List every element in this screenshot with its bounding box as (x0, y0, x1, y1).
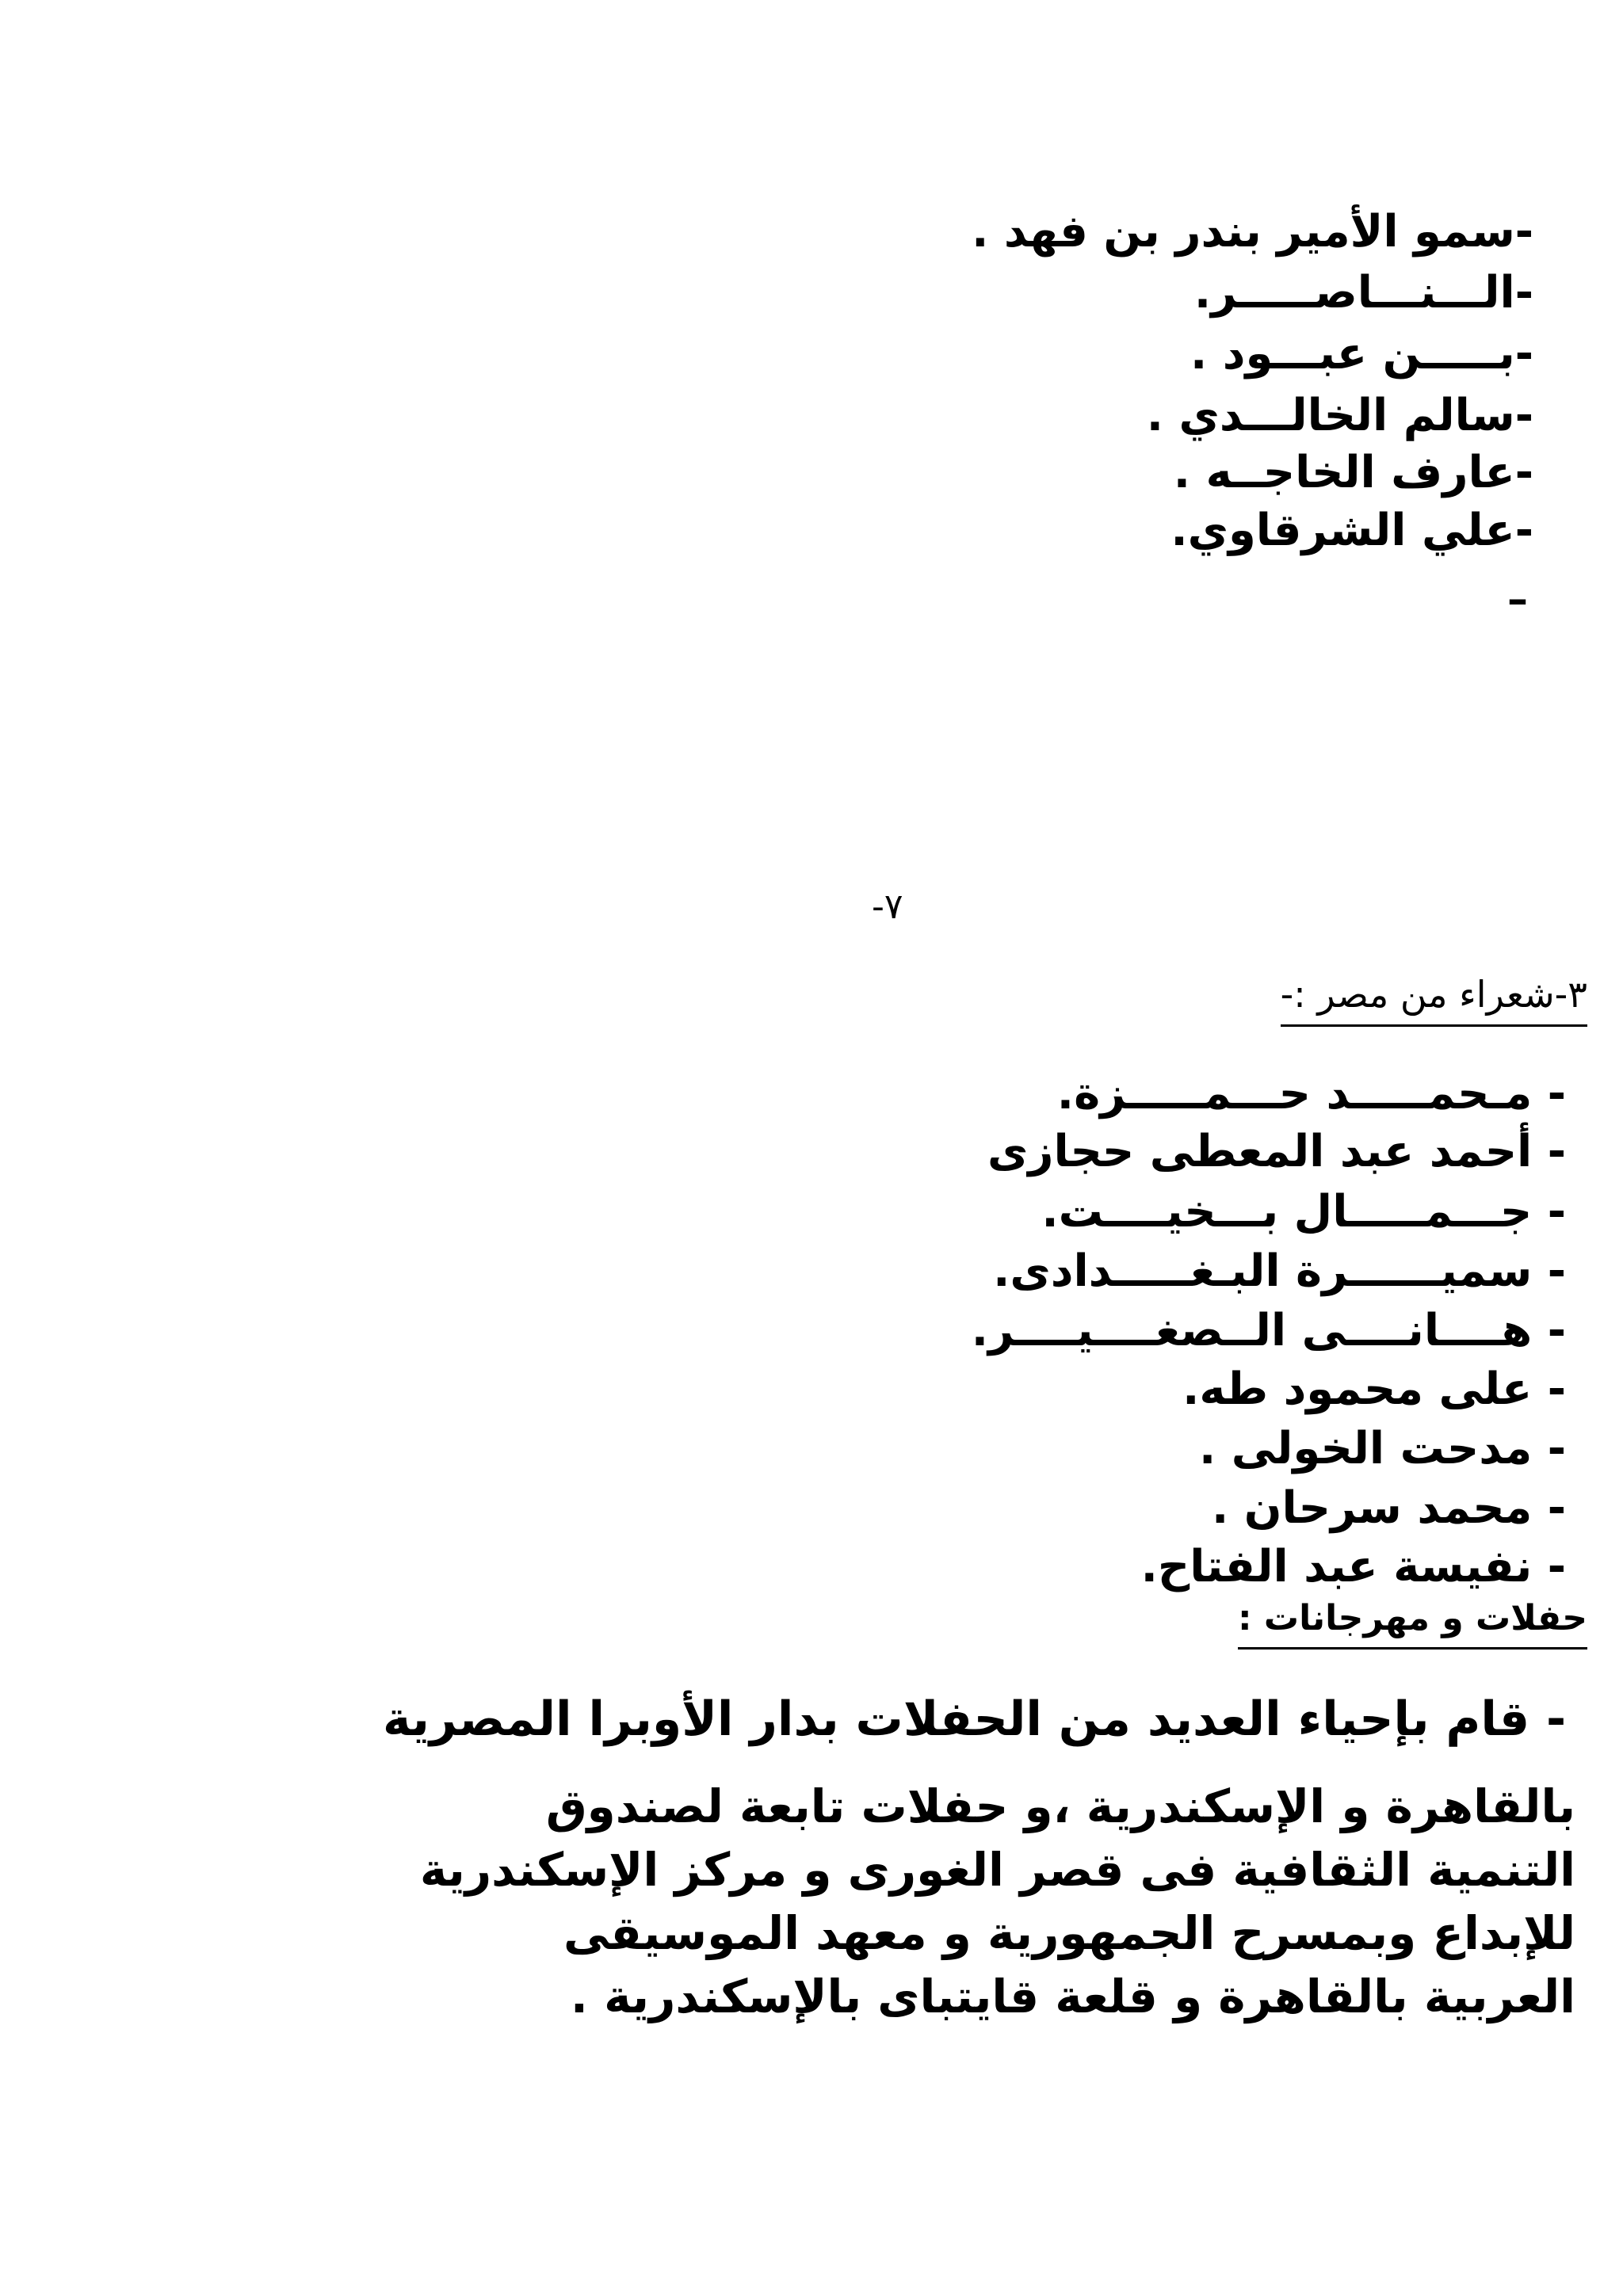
list-item: -سالم الخالـــدي . (1146, 390, 1533, 441)
events-lead: - قام بإحياء العديد من الحفلات بدار الأوبرا المصرية (382, 1691, 1566, 1747)
list-item: - هــــانــــى الــصغــــيــــر. (971, 1305, 1566, 1356)
list-item: - محمد سرحان . (1211, 1482, 1566, 1534)
list-item: -عارف الخاجــه . (1173, 447, 1533, 498)
list-item: - سميــــــرة البـغـــــدادى. (993, 1245, 1566, 1297)
list-item: - مدحت الخولى . (1198, 1423, 1566, 1474)
paragraph-line: التنمية الثقافية فى قصر الغورى و مركز الإسكندرية (419, 1843, 1575, 1897)
list-item: - مـحمـــــد حـــمـــــزة. (1056, 1068, 1566, 1119)
dash-mark: – (1507, 576, 1528, 624)
paragraph-line: العربية بالقاهرة و قلعة قايتباى بالإسكندرية . (570, 1970, 1575, 2023)
list-item: -الـــنـــاصـــــر. (1193, 267, 1533, 318)
page-number: ٧- (872, 887, 903, 927)
list-item: - على محمود طه. (1182, 1363, 1566, 1415)
events-heading: حفلات و مهرجانات : (1238, 1596, 1587, 1650)
list-item: -بـــــن عبـــود . (1190, 328, 1533, 379)
list-item: -علي الشرقاوي. (1170, 505, 1533, 556)
section-heading: ٣-شعراء من مصر :- (1281, 971, 1587, 1027)
paragraph-line: بالقاهرة و الإسكندرية ،و حفلات تابعة لصندوق (545, 1779, 1575, 1833)
paragraph-line: للإبداع وبمسرح الجمهورية و معهد الموسيقى (563, 1906, 1575, 1960)
list-item: -سمو الأمير بندر بن فهد . (972, 206, 1533, 257)
events-paragraph (228, 1775, 1575, 2028)
list-item: - نفيسة عبد الفتاح. (1140, 1541, 1566, 1592)
list-item: - أحمد عبد المعطى حجازى (987, 1126, 1566, 1177)
list-item: - جـــمـــــال بـــخيــــت. (1041, 1186, 1566, 1238)
